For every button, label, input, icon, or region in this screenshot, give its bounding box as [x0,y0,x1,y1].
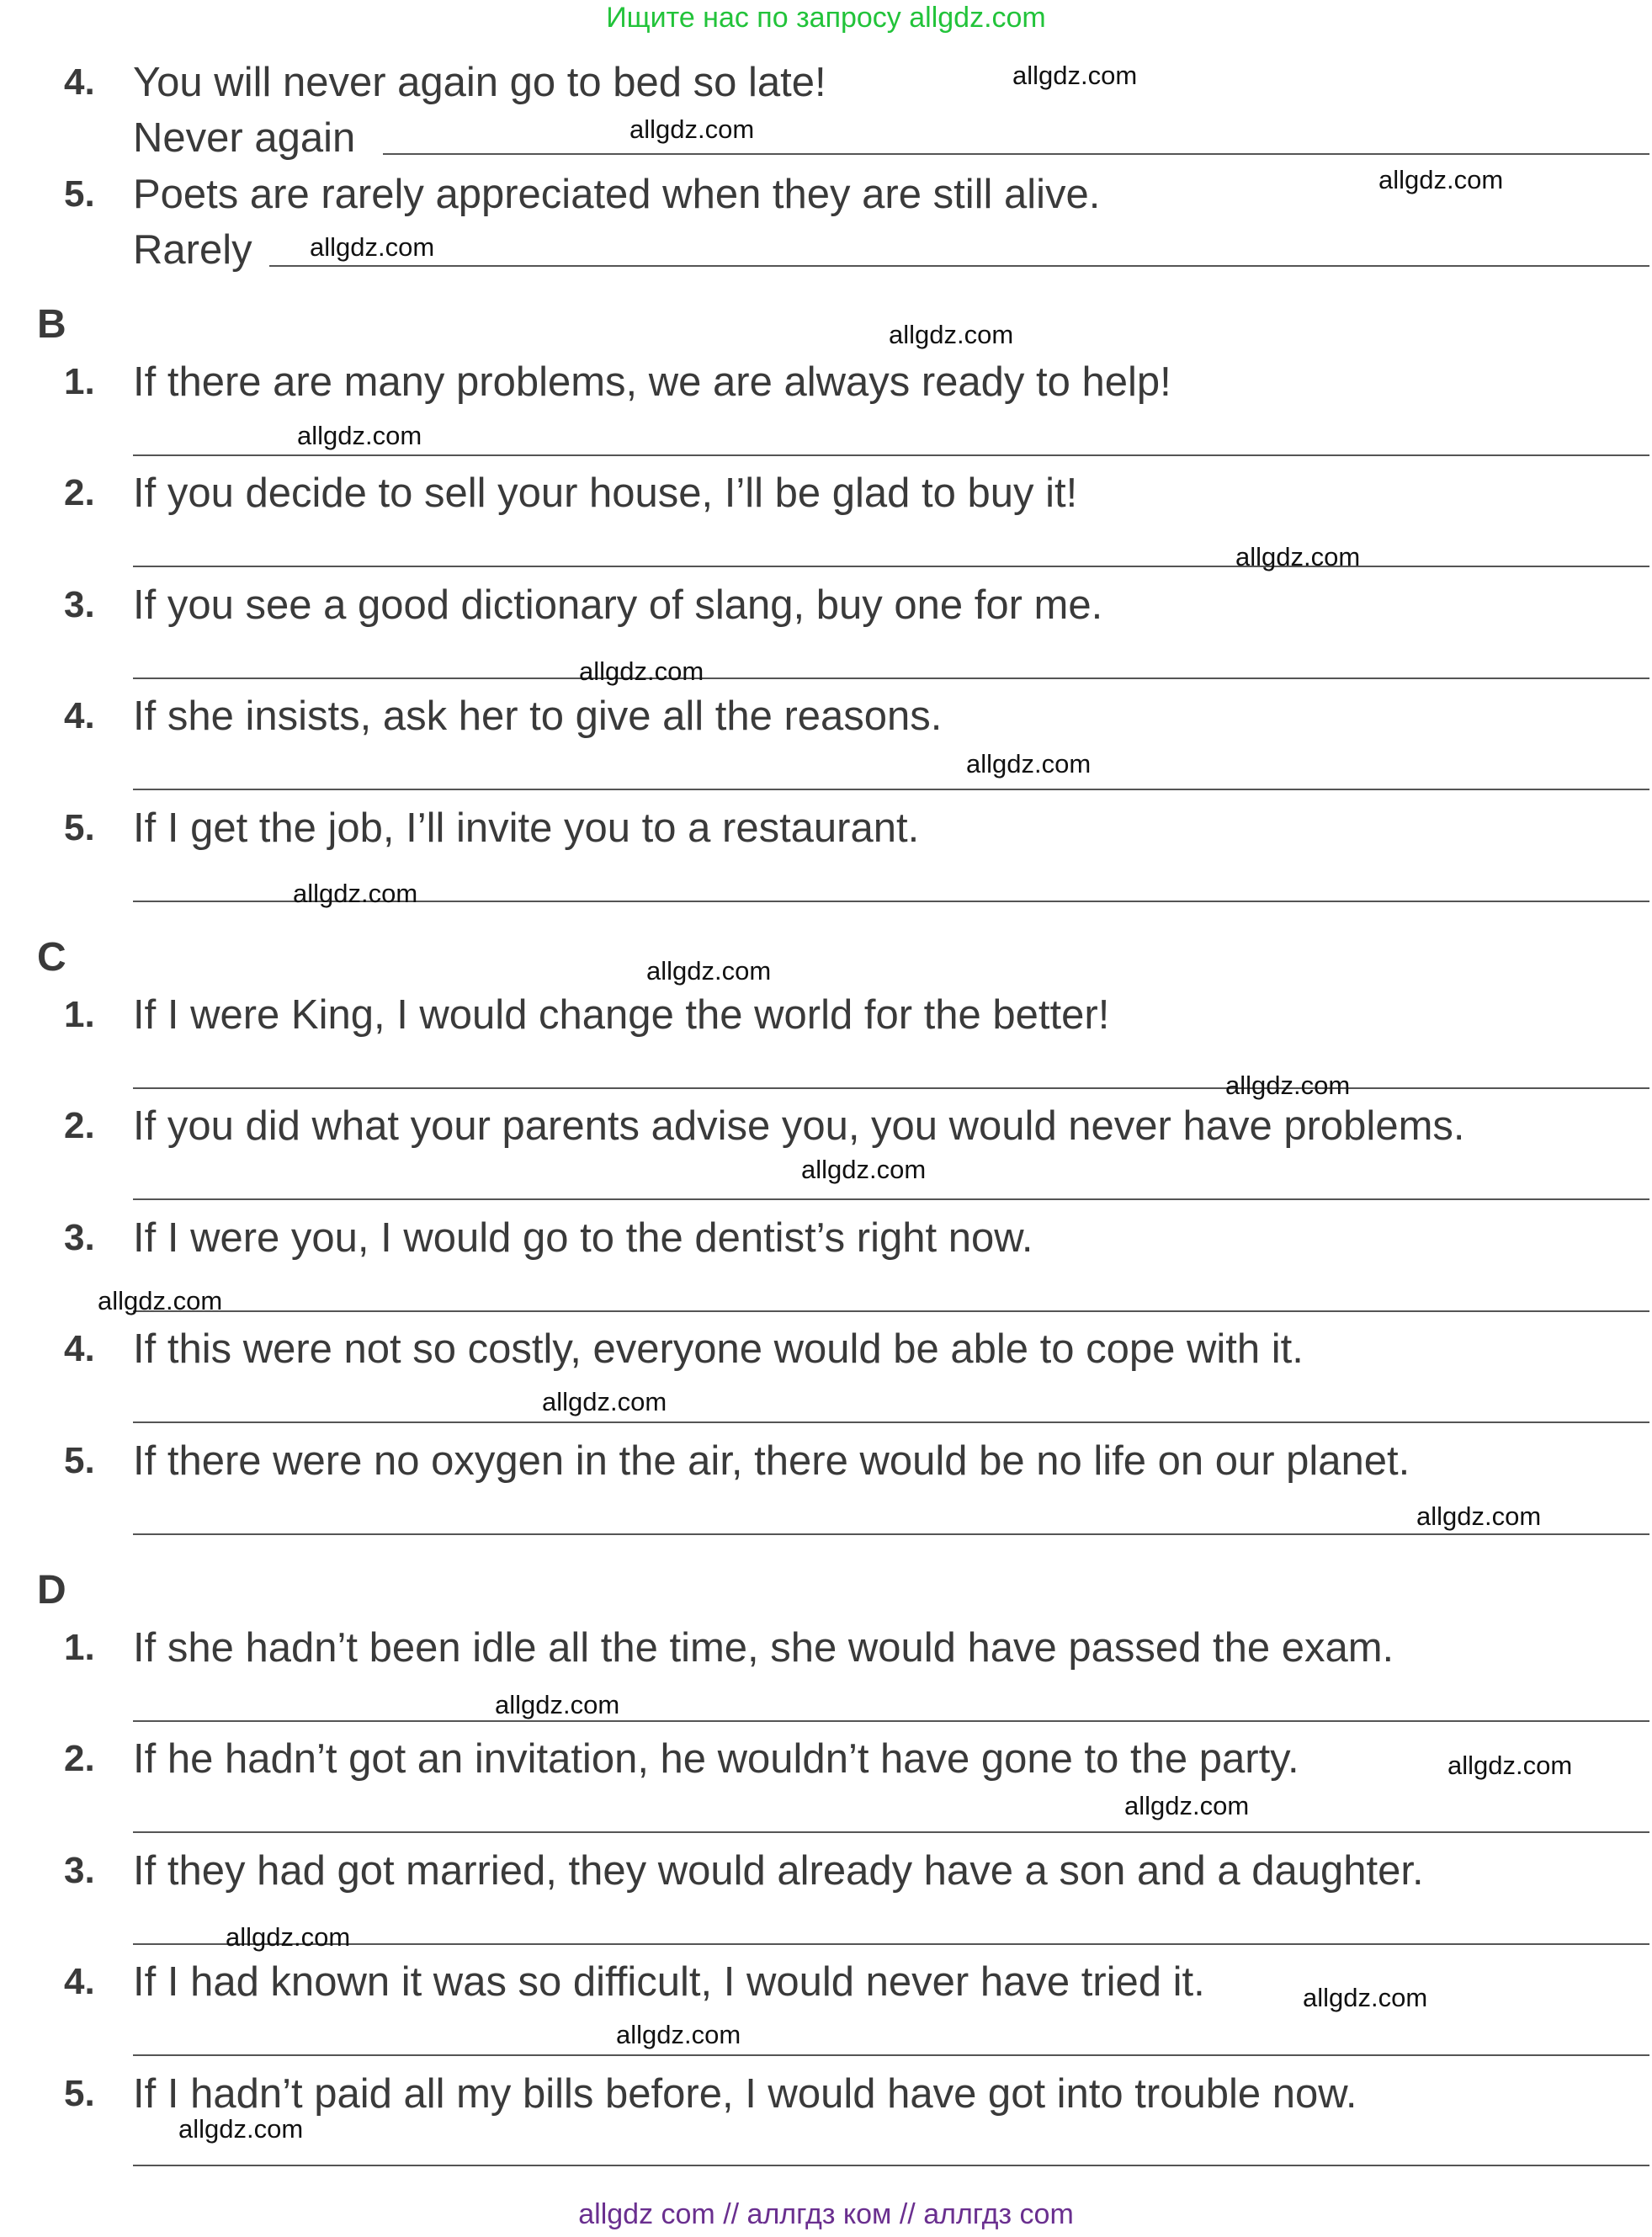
item-sentence: If I hadn’t paid all my bills before, I would have got into trouble now. [133,2071,1357,2117]
exercise-item [0,1439,1652,1549]
watermark-text: allgdz.com [98,1286,223,1315]
item-number: 3. [64,584,95,625]
watermark-text: allgdz.com [293,879,418,908]
answer-line[interactable] [133,1943,1649,1945]
item-sentence: If there are many problems, we are always ready to help! [133,359,1171,405]
answer-line[interactable] [133,2165,1649,2166]
item-sentence: If she hadn’t been idle all the time, she would have passed the exam. [133,1625,1394,1671]
exercise-item [0,583,1652,693]
item-sentence: If I were you, I would go to the dentist’s right now. [133,1215,1033,1261]
item-sentence: If I were King, I would change the world for the better! [133,992,1110,1038]
item-number: 3. [64,1850,95,1891]
item-sentence: Poets are rarely appreciated when they are still alive. [133,172,1101,217]
answer-line[interactable] [133,1310,1649,1312]
exercise-item [0,360,1652,470]
answer-line[interactable] [269,265,1649,267]
watermark-text: allgdz.com [1378,165,1504,194]
exercise-item [0,1327,1652,1437]
answer-line[interactable] [383,153,1649,155]
item-sentence: If this were not so costly, everyone would be able to cope with it. [133,1326,1304,1372]
watermark-text: allgdz.com [1416,1501,1542,1531]
answer-line[interactable] [133,1087,1649,1089]
item-prompt: Never again [133,115,356,161]
exercise-item [0,694,1652,804]
item-number: 2. [64,472,95,513]
item-sentence: If I get the job, I’ll invite you to a restaurant. [133,805,920,851]
section-letter-d: D [37,1568,66,1613]
watermark-text: allgdz.com [1012,61,1138,90]
item-number: 5. [64,1440,95,1481]
watermark-text: allgdz.com [1303,1983,1428,2012]
watermark-text: allgdz.com [1124,1791,1250,1820]
watermark-text: allgdz.com [1225,1071,1351,1100]
section-letter-c: C [37,935,66,980]
header-banner: Ищите нас по запросу allgdz.com [606,2,1046,34]
exercise-item [0,61,1652,170]
watermark-text: allgdz.com [966,749,1092,778]
exercise-item [0,806,1652,916]
watermark-text: allgdz.com [542,1387,667,1416]
answer-line[interactable] [133,1720,1649,1722]
item-number: 4. [64,695,95,736]
exercise-item [0,1737,1652,1846]
item-sentence: If there were no oxygen in the air, there would be no life on our planet. [133,1438,1410,1484]
item-sentence: If she insists, ask her to give all the reasons. [133,693,943,739]
watermark-text: allgdz.com [1235,542,1361,571]
item-prompt: Rarely [133,227,252,273]
item-number: 3. [64,1217,95,1258]
exercise-item [0,993,1652,1103]
section-letter-b: B [37,302,66,347]
item-number: 1. [64,361,95,402]
watermark-text: allgdz.com [1447,1751,1573,1780]
item-sentence: If I had known it was so difficult, I would never have tried it. [133,1959,1205,2005]
item-number: 5. [64,173,95,215]
item-sentence: You will never again go to bed so late! [133,60,826,105]
watermark-text: allgdz.com [801,1155,927,1184]
answer-line[interactable] [133,454,1649,456]
item-number: 1. [64,994,95,1035]
answer-line[interactable] [133,566,1649,567]
item-number: 4. [64,1328,95,1369]
answer-line[interactable] [133,1198,1649,1200]
watermark-text: allgdz.com [310,232,435,262]
item-sentence: If you see a good dictionary of slang, buy one for me. [133,582,1103,628]
watermark-text: allgdz.com [178,2114,304,2144]
answer-line[interactable] [133,2054,1649,2056]
item-sentence: If they had got married, they would already have a son and a daughter. [133,1848,1424,1894]
exercise-item [0,1216,1652,1326]
item-number: 5. [64,2073,95,2114]
item-number: 2. [64,1105,95,1146]
answer-line[interactable] [133,677,1649,679]
exercise-item [0,1960,1652,2070]
watermark-text: allgdz.com [226,1922,351,1952]
answer-line[interactable] [133,1533,1649,1535]
item-number: 2. [64,1738,95,1779]
footer-banner: allgdz com // аллгдз ком // аллгдз com [578,2198,1074,2230]
watermark-text: allgdz.com [495,1690,620,1719]
item-number: 5. [64,807,95,848]
watermark-text: allgdz.com [889,320,1014,349]
answer-line[interactable] [133,1421,1649,1423]
exercise-item [0,471,1652,581]
item-sentence: If you decide to sell your house, I’ll be glad to buy it! [133,470,1078,516]
item-number: 4. [64,1961,95,2002]
item-number: 4. [64,61,95,103]
item-number: 1. [64,1627,95,1668]
watermark-text: allgdz.com [646,956,772,986]
watermark-text: allgdz.com [616,2020,741,2049]
exercise-item [0,1626,1652,1735]
item-sentence: If you did what your parents advise you, you would never have problems. [133,1103,1465,1149]
item-sentence: If he hadn’t got an invitation, he wouldn’t have gone to the party. [133,1736,1299,1782]
watermark-text: allgdz.com [629,114,755,144]
answer-line[interactable] [133,1831,1649,1833]
answer-line[interactable] [133,789,1649,790]
watermark-text: allgdz.com [297,421,422,450]
watermark-text: allgdz.com [579,656,704,686]
